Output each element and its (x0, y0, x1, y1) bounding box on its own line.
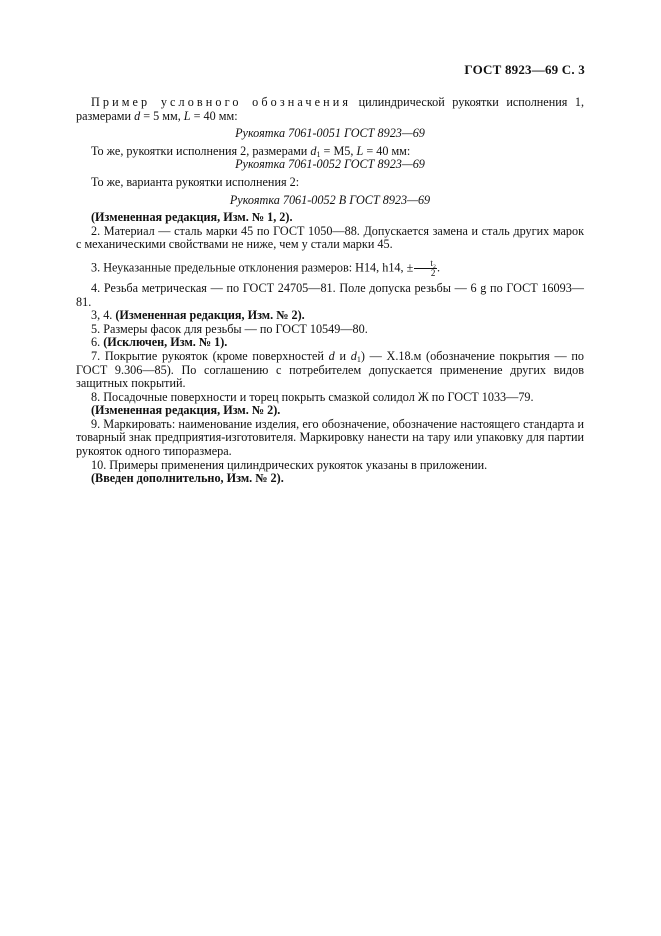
designation-2: Рукоятка 7061-0052 ГОСТ 8923—69 (235, 157, 425, 172)
item-2: 2. Материал — сталь марки 45 по ГОСТ 1050—88. Допускается замена и сталь других марок с механическими свойствами не ниже, чем у стали марки 45. (76, 223, 584, 252)
designation-3: Рукоятка 7061-0052 В ГОСТ 8923—69 (229, 192, 431, 207)
item-5: 5. Размеры фасок для резьбы — по ГОСТ 10549—80. (91, 321, 368, 336)
revision-note-1: (Измененная редакция, Изм. № 1, 2). (91, 210, 293, 225)
same-variant: То же, варианта рукоятки исполнения 2: (91, 174, 300, 189)
revision-note-10: (Введен дополнительно, Изм. № 2). (91, 471, 284, 486)
item-4: 4. Резьба метрическая — по ГОСТ 24705—81. Поле допуска резьбы — 6 g по ГОСТ 16093—81. (76, 280, 584, 309)
item-6: 6. (Исключен, Изм. № 1). (91, 335, 228, 350)
fraction: $\frac{\text{t₂}}{2}$ (414, 259, 437, 278)
example-lead: Пример условного обозначения (91, 95, 352, 109)
item-7: 7. Покрытие рукояток (кроме поверхностей d и $d_1$) — Х.18.м (обозначение покрытия — по ГОСТ 9.306—85). По соглашению с потребителем допускается применение других видов защитных покрытий. (76, 348, 584, 391)
item-8: 8. Посадочные поверхности и торец покрыть смазкой солидол Ж по ГОСТ 1033—79. (91, 389, 534, 404)
body-text (76, 96, 584, 486)
item-3-4-revision: 3, 4. (Измененная редакция, Изм. № 2). (91, 308, 305, 323)
revision-note-8: (Измененная редакция, Изм. № 2). (91, 403, 281, 418)
designation-1: Рукоятка 7061-0051 ГОСТ 8923—69 (235, 126, 425, 141)
page-header: ГОСТ 8923—69 С. 3 (464, 62, 585, 77)
item-9: 9. Маркировать: наименование изделия, его обозначение, обозначение настоящего стандарта и товарный знак предприятия-изготовителя. Маркировку нанести на тару или упаковку для партии рукояток одного типоразмера. (76, 416, 584, 459)
item-3: 3. Неуказанные предельные отклонения размеров: Н14, h14, ± $\frac{\text{t₂}}{2}$ . (91, 257, 440, 278)
example-paragraph: Пример условного обозначения цилиндрической рукоятки исполнения 1, размерами d = 5 мм, L = 40 мм: (76, 95, 585, 123)
item-10: 10. Примеры применения цилиндрических рукояток указаны в приложении. (91, 457, 488, 472)
same-version-2: То же, рукоятки исполнения 2, размерами $d_1 = М5$, L = 40 мм: (91, 143, 411, 159)
